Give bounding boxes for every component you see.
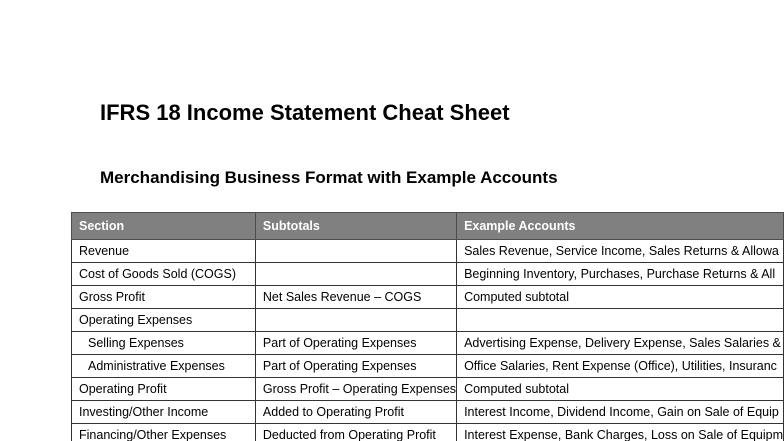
header-section: Section: [72, 213, 256, 240]
cell-subtotal: Net Sales Revenue – COGS: [255, 286, 456, 309]
cell-section: Selling Expenses: [72, 332, 256, 355]
cell-accounts: Interest Expense, Bank Charges, Loss on Sale of Equipm: [457, 424, 784, 441]
cell-section: Cost of Goods Sold (COGS): [72, 263, 256, 286]
table-row: [72, 263, 784, 286]
cell-section: Financing/Other Expenses: [72, 424, 256, 441]
cell-subtotal: Deducted from Operating Profit: [255, 424, 456, 441]
table-row: [72, 286, 784, 309]
cell-accounts: Interest Income, Dividend Income, Gain on Sale of Equip: [457, 401, 784, 424]
table-row: [72, 401, 784, 424]
cell-subtotal: Part of Operating Expenses: [255, 355, 456, 378]
cell-accounts: Advertising Expense, Delivery Expense, Sales Salaries &: [457, 332, 784, 355]
table-header-row: [72, 213, 784, 240]
table-row: [72, 378, 784, 401]
cell-subtotal: [255, 309, 456, 332]
header-example-accounts: Example Accounts: [457, 213, 784, 240]
cell-accounts: Sales Revenue, Service Income, Sales Returns & Allowa: [457, 240, 784, 263]
cell-subtotal: Added to Operating Profit: [255, 401, 456, 424]
table-row: [72, 309, 784, 332]
income-statement-table: [71, 212, 784, 441]
cell-section: Operating Profit: [72, 378, 256, 401]
table-row: [72, 355, 784, 378]
cell-section: Gross Profit: [72, 286, 256, 309]
table-row: [72, 424, 784, 441]
page-title: IFRS 18 Income Statement Cheat Sheet: [100, 100, 510, 125]
cell-subtotal: Part of Operating Expenses: [255, 332, 456, 355]
cell-subtotal: Gross Profit – Operating Expenses: [255, 378, 456, 401]
cell-section: Investing/Other Income: [72, 401, 256, 424]
cell-accounts: Computed subtotal: [457, 286, 784, 309]
cell-accounts: Office Salaries, Rent Expense (Office), Utilities, Insuranc: [457, 355, 784, 378]
page-subtitle: Merchandising Business Format with Example Accounts: [100, 168, 558, 187]
cell-section: Administrative Expenses: [72, 355, 256, 378]
cell-accounts: Computed subtotal: [457, 378, 784, 401]
header-subtotals: Subtotals: [255, 213, 456, 240]
cell-accounts: [457, 309, 784, 332]
cell-section: Revenue: [72, 240, 256, 263]
table-row: [72, 240, 784, 263]
cell-subtotal: [255, 240, 456, 263]
table-row: [72, 332, 784, 355]
cell-section: Operating Expenses: [72, 309, 256, 332]
cell-accounts: Beginning Inventory, Purchases, Purchase Returns & All: [457, 263, 784, 286]
cell-subtotal: [255, 263, 456, 286]
